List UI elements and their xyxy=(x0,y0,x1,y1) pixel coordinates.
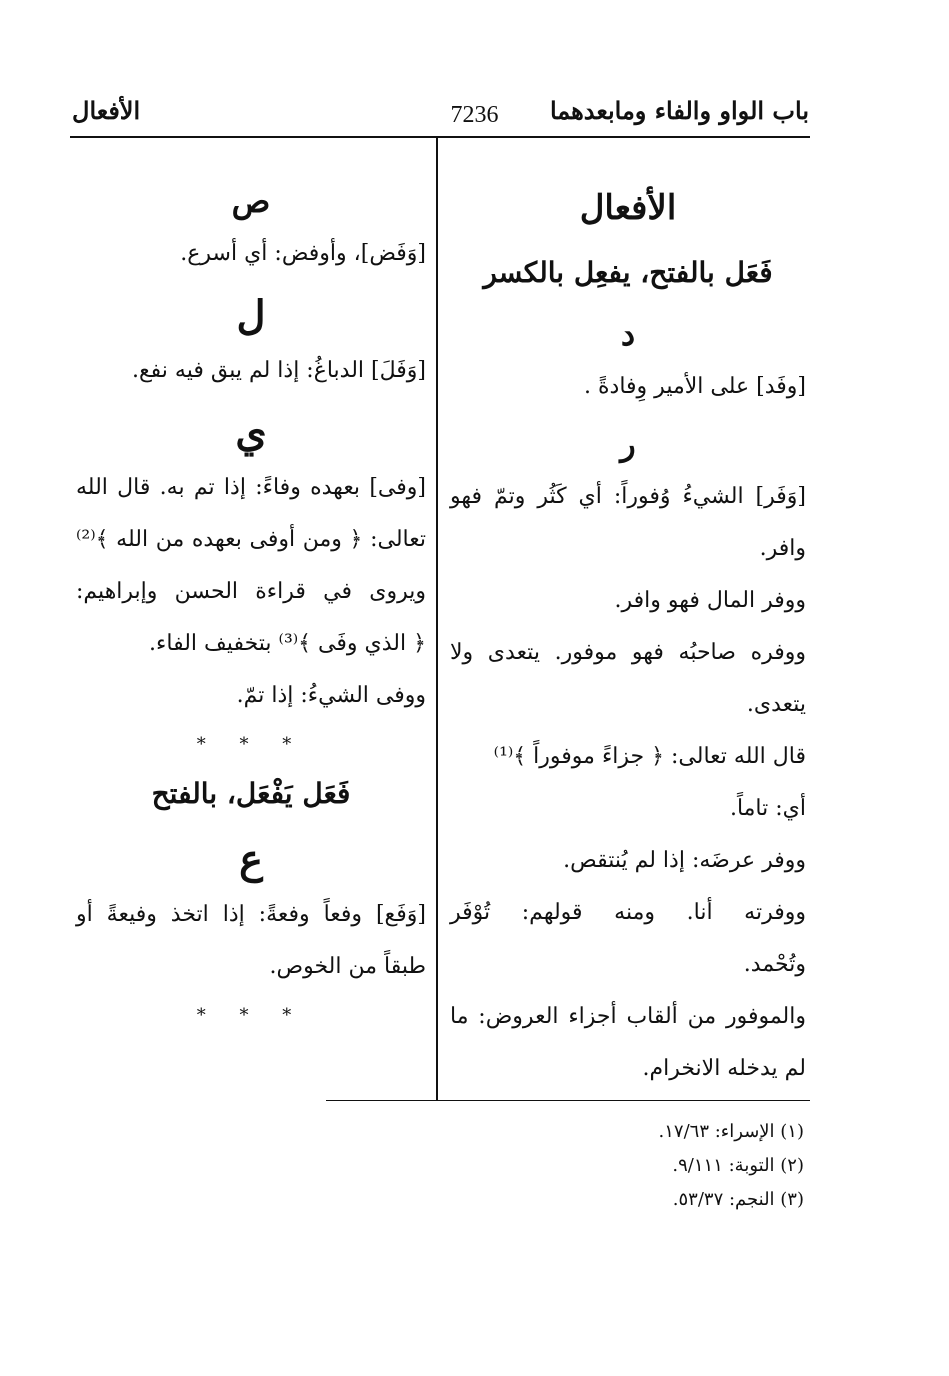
entry-line: [وَفَر] الشيءُ وُفوراً: أي كَثُر وتمّ فهو xyxy=(450,484,806,509)
entry-line: ووفر عرضَه: إذا لم يُنتقص. xyxy=(563,848,806,873)
subheading-pattern: فَعَل بالفتح، يفعِل بالكسر xyxy=(483,256,773,289)
entry-line: ووفى الشيءُ: إذا تمّ. xyxy=(236,683,426,708)
running-head-chapter: باب الواو والفاء ومابعدهما xyxy=(549,96,809,125)
entry-line: ووفر المال فهو وافر. xyxy=(614,588,806,613)
footnote-2: (٢) التوبة: ٩/١١١. xyxy=(672,1155,804,1176)
letter-heading-ain: ع xyxy=(239,836,263,883)
entry-line: [وفى] بعهده وفاءً: إذا تم به. قال الله xyxy=(76,475,426,500)
section-separator: * * * xyxy=(196,1005,306,1026)
header-rule xyxy=(70,136,810,138)
letter-heading-d: د xyxy=(620,315,636,353)
page-number: 7236 xyxy=(450,102,499,128)
entry-line: طبقاً من الخوص. xyxy=(269,954,426,979)
entry-line: والموفور من ألقاب أجزاء العروض: ما xyxy=(450,1004,806,1029)
entry-line: ويروى في قراءة الحسن وإبراهيم: xyxy=(76,579,426,604)
entry-line: أي: تاماً. xyxy=(729,796,806,821)
entry-line: [وَفَض]، وأوفض: أي أسرع. xyxy=(180,241,426,266)
letter-heading-s: ص xyxy=(231,182,271,220)
entry-line: ﴿ الذي وفَى ﴾⁽³⁾ بتخفيف الفاء. xyxy=(149,631,426,656)
entry-line: يتعدى. xyxy=(746,692,806,717)
running-head-section: الأفعال xyxy=(72,96,141,125)
entry-line: قال الله تعالى: ﴿ جزاءً موفوراً ﴾⁽¹⁾ xyxy=(493,744,806,769)
entry-line: ووفره صاحبُه فهو موفور. يتعدى ولا xyxy=(450,640,806,665)
footnote-rule xyxy=(326,1100,810,1101)
right-column xyxy=(450,180,806,1107)
left-column xyxy=(76,180,426,1048)
footnotes xyxy=(560,1120,804,1222)
entry-line: لم يدخله الانخرام. xyxy=(642,1056,806,1081)
entry-line: [وَفَلَ] الدباغُ: إذا لم يبق فيه نفع. xyxy=(131,358,426,383)
entry-line: [وفَد] على الأمير وِفادةً . xyxy=(584,374,806,399)
section-separator: * * * xyxy=(196,734,306,755)
footnote-3: (٣) النجم: ٥٣/٣٧. xyxy=(672,1189,804,1210)
entry-line: وافر. xyxy=(759,536,806,561)
subheading-pattern: فَعَل يَفْعَل، بالفتح xyxy=(151,777,351,810)
entry-line: ووفرته أنا. ومنه قولهم: تُوْفَر xyxy=(450,900,806,925)
entry-line: وتُحْمد. xyxy=(743,952,806,977)
footnote-1: (١) الإسراء: ١٧/٦٣. xyxy=(658,1121,804,1142)
section-title: الأفعال xyxy=(579,188,677,228)
letter-heading-r: ر xyxy=(620,425,636,463)
entry-line: تعالى: ﴿ ومن أوفى بعهده من الله ﴾⁽²⁾ xyxy=(76,527,426,552)
column-divider xyxy=(436,138,438,1100)
letter-heading-y: ي xyxy=(235,409,267,456)
entry-line: [وَفَع] وفعاً وفعةً: إذا اتخذ وفيعةً أو xyxy=(76,902,426,927)
letter-heading-l: ل xyxy=(236,292,266,339)
